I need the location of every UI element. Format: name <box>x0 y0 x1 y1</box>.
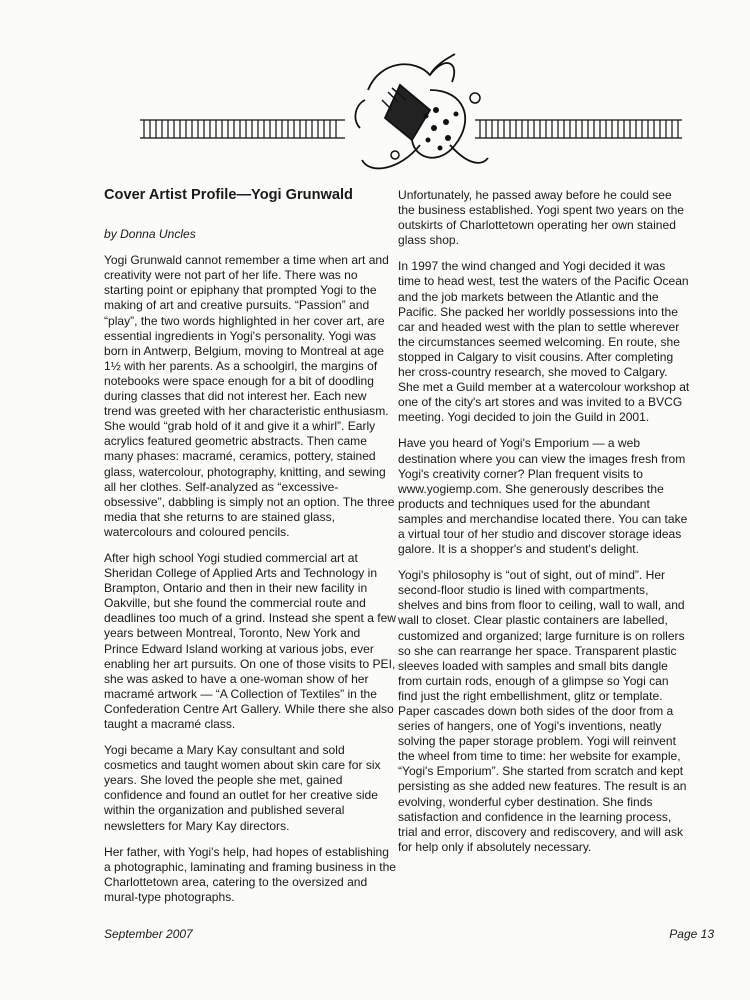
paragraph: Her father, with Yogi's help, had hopes of establishing a photographic, laminating and framing business in the Charlottetown area, catering to the oversized and mural-type photographs. <box>104 844 396 904</box>
paragraph: Unfortunately, he passed away before he could see the business established. Yogi spent two years on the outskirts of Charlottetown operating her own stained glass shop. <box>398 188 684 248</box>
footer-date: September 2007 <box>104 927 193 941</box>
decorative-doodle-icon <box>130 50 690 190</box>
byline: by Donna Uncles <box>104 227 196 242</box>
paragraph: Yogi became a Mary Kay consultant and sold cosmetics and taught women about skin care for six years. She loved the people she met, gained confidence and found an outlet for her creative side within the organization and published several newsletters for Mary Kay directors. <box>104 743 381 833</box>
paragraph: In 1997 the wind changed and Yogi decided it was time to head west, test the waters of the Pacific Ocean and the job markets between the Atlantic and the Pacific. She packed her worldly possessions into the car and headed west with the plan to settle wherever the circumstances seemed welcoming. En route, she stopped in Calgary to visit cousins. After completing her cross-country research, she moved to Calgary. She met a Guild member at a watercolour workshop at one of the city's art stores and was invited to a BVCG meeting. Yogi decided to join the Guild in 2001. <box>398 259 690 425</box>
paragraph: Have you heard of Yogi's Emporium — a web destination where you can view the images fresh from Yogi's creativity corner? Plan frequent visits to www.yogiemp.com. She generously describes the products and techniques used for the abundant samples and merchandise located there. You can take a virtual tour of her studio and discover storage ideas galore. It is a shopper's and student's delight. <box>398 436 688 557</box>
footer-page-number: Page 13 <box>669 927 714 941</box>
paragraph: Yogi Grunwald cannot remember a time when art and creativity were not part of her life. There was no starting point or epiphany that prompted Yogi to the making of art and creative pursuits. “Passion” and “play”, the two words highlighted in her cover art, are essential ingredients in Yogi's personality. Yogi was born in Antwerp, Belgium, moving to Montreal at age 1½ with her parents. As a schoolgirl, the margins of notebooks were space enough for a bit of doodling during classes that did not interest her. Each new trend was greeted with her characteristic enthusiasm. She would “grab hold of it and give it a whirl”. Early acrylics featured geometric abstracts. Then came many phases: macramé, ceramics, pottery, stained glass, watercolour, photography, knitting, and sewing all her clothes. Self-analyzed as “excessive-obsessive”, dabbling is simply not an option. The three media that she returns to are stained glass, watercolours and coloured pencils. <box>104 253 395 539</box>
paragraph: Yogi's philosophy is “out of sight, out of mind”. Her second-floor studio is lined with compartments, shelves and bins from floor to ceiling, wall to wall, and wall to closet. Clear plastic containers are labelled, customized and organized; large furniture is on rollers so she can rearrange her space. Transparent plastic sleeves loaded with samples and small bits dangle from curtain rods, enough of a glimpse so Yogi can find just the right embellishment, glitz or template. Paper cascades down both sides of the door from a series of hangers, one of Yogi's inventions, neatly solving the paper storage problem. Yogi will reinvent the wheel from time to time: her website for example, “Yogi's Emporium”. She started from scratch and kept persisting as she added new features. The result is an evolving, wonderful cyber destination. She finds satisfaction and confidence in the learning process, trial and error, discovery and rediscovery, and will ask for help only if absolutely necessary. <box>398 568 687 854</box>
masthead <box>130 50 690 190</box>
paragraph: After high school Yogi studied commercial art at Sheridan College of Applied Arts and Technology in Brampton, Ontario and then in their new facility in Oakville, but she found the commercial route and deadlines too much of a grind. Instead she spent a few years between Montreal, Toronto, New York and Prince Edward Island working at various jobs, ever enabling her art pursuits. On one of those visits to PEI, she was asked to have a one-woman show of her macramé artwork — “A Collection of Textiles” in the Confederation Centre Art Gallery. While there she also taught a macramé class. <box>104 550 396 731</box>
left-column <box>104 188 396 916</box>
article-title: Cover Artist Profile—Yogi Grunwald <box>104 187 353 203</box>
right-column <box>398 188 690 866</box>
